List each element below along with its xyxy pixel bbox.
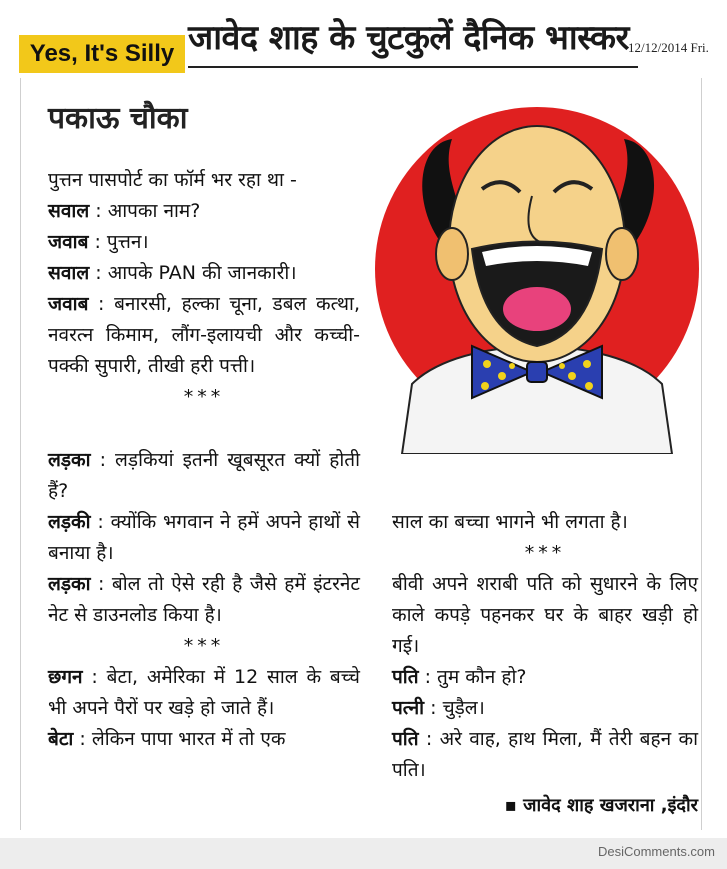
page-title: जावेद शाह के चुटकुलें दैनिक भास्कर <box>188 18 629 58</box>
joke-three-line: छगन : बेटा, अमेरिका में 12 साल के बच्चे भी अपने पैरों पर खड़े हो जाते हैं। <box>48 666 360 719</box>
joke-four-intro: बीवी अपने शराबी पति को सुधारने के लिए काले कपड़े पहनकर घर के बाहर खड़ी हो गई। <box>392 573 698 657</box>
separator: *** <box>183 386 225 408</box>
joke-three-continued: साल का बच्चा भागने भी लगता है। <box>392 511 628 533</box>
date-label: 12/12/2014 Fri. <box>628 40 709 55</box>
separator: *** <box>524 542 566 564</box>
ear-left <box>436 228 468 280</box>
tongue <box>503 287 571 331</box>
article-heading: पकाऊ चौका <box>48 101 188 136</box>
joke-one-line: जवाब : पुत्तन। <box>48 231 149 253</box>
joke-three-line: बेटा : लेकिन पापा भारत में तो एक <box>48 728 286 750</box>
author-credit: ▪ जावेद शाह खजराना ,इंदौर <box>504 795 698 816</box>
header <box>0 0 727 78</box>
watermark: DesiComments.com <box>597 844 715 859</box>
joke-one <box>48 165 360 413</box>
joke-four-line: पति : तुम कौन हो? <box>392 666 527 688</box>
joke-two-line: लड़का : लड़कियां इतनी खूबसूरत क्यों होती हैं? <box>48 449 360 502</box>
joke-one-line: जवाब : बनारसी, हल्का चूना, डबल कत्था, नवरत्न किमाम, लौंग-इलायची और कच्ची-पक्की सुपारी, तीखी हरी पत्ती। <box>48 293 360 377</box>
jokes-two-three <box>48 445 360 755</box>
right-column <box>392 507 698 821</box>
bowtie-knot <box>527 362 547 382</box>
title-underline <box>188 66 638 68</box>
ear-right <box>606 228 638 280</box>
joke-two-line: लड़का : बोल तो ऐसे रही है जैसे हमें इंटरनेट नेट से डाउनलोड किया है। <box>48 573 360 626</box>
joke-one-line: सवाल : आपका नाम? <box>48 200 201 222</box>
joke-four-line: पत्नी : चुड़ैल। <box>392 697 485 719</box>
joke-two-line: लड़की : क्योंकि भगवान ने हमें अपने हाथों से बनाया है। <box>48 511 360 564</box>
laughing-cartoon-illustration <box>372 84 702 454</box>
joke-one-intro: पुत्तन पासपोर्ट का फॉर्म भर रहा था - <box>48 169 297 191</box>
joke-four-line: पति : अरे वाह, हाथ मिला, मैं तेरी बहन का पति। <box>392 728 698 781</box>
separator: *** <box>183 635 225 657</box>
tagline-badge: Yes, It's Silly <box>19 35 185 73</box>
joke-one-line: सवाल : आपके PAN की जानकारी। <box>48 262 297 284</box>
